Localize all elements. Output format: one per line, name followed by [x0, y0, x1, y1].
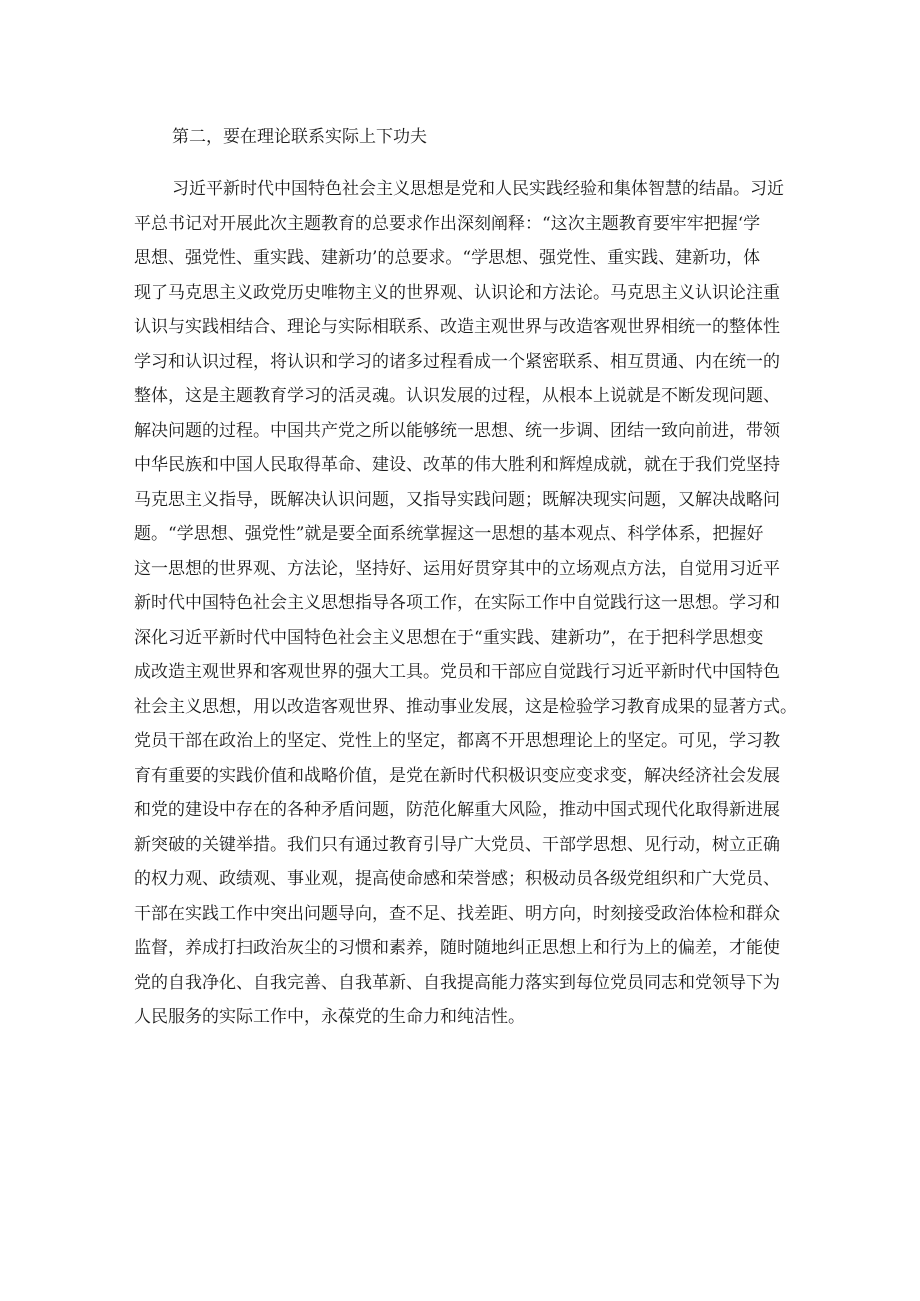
paragraph-line: 现了马克思主义政党历史唯物主义的世界观、认识论和方法论。马克思主义认识论注重 [134, 282, 780, 303]
paragraph-line: 中华民族和中国人民取得革命、建设、改革的伟大胜利和辉煌成就，就在于我们党坚持 [134, 455, 780, 475]
paragraph-line: 整体，这是主题教育学习的活灵魂。认识发展的过程，从根本上说就是不断发现问题、 [134, 386, 780, 406]
paragraph-line: 解决问题的过程。中国共产党之所以能够统一思想、统一步调、团结一致向前进，带领 [134, 420, 780, 441]
paragraph-line: 社会主义思想，用以改造客观世界、推动事业发展，这是检验学习教育成果的显著方式。 [134, 696, 797, 717]
paragraph-line: 党员干部在政治上的坚定、党性上的坚定，都离不开思想理论上的坚定。可见，学习教 [134, 731, 780, 751]
paragraph-line: 成改造主观世界和客观世界的强大工具。党员和干部应自觉践行习近平新时代中国特色 [134, 662, 780, 682]
paragraph-line: 人民服务的实际工作中，永葆党的生命力和纯洁性。 [134, 1007, 525, 1027]
paragraph-line: 党的自我净化、自我完善、自我革新、自我提高能力落实到每位党员同志和党领导下为 [134, 972, 780, 993]
body-paragraph [134, 172, 797, 1035]
paragraph-line: 监督，养成打扫政治灰尘的习惯和素养，随时随地纠正思想上和行为上的偏差，才能使 [134, 938, 780, 958]
paragraph-line: 思想、强党性、重实践、建新功’的总要求。“学思想、强党性、重实践、建新功，体 [134, 248, 761, 268]
paragraph-line: 马克思主义指导，既解决认识问题，又指导实践问题；既解决现实问题，又解决战略问 [134, 489, 780, 510]
paragraph-line: 和党的建设中存在的各种矛盾问题，防范化解重大风险，推动中国式现代化取得新进展 [134, 800, 780, 820]
paragraph-line: 新时代中国特色社会主义思想指导各项工作，在实际工作中自觉践行这一思想。学习和 [134, 593, 780, 613]
paragraph-line: 干部在实践工作中突出问题导向，查不足、找差距、明方向，时刻接受政治体检和群众 [134, 903, 780, 924]
paragraph-line: 的权力观、政绩观、事业观，提高使命感和荣誉感；积极动员各级党组织和广大党员、 [134, 869, 780, 889]
paragraph-line: 认识与实践相结合、理论与实际相联系、改造主观世界与改造客观世界相统一的整体性 [134, 317, 780, 337]
paragraph-line: 新突破的关键举措。我们只有通过教育引导广大党员、干部学思想、见行动，树立正确 [134, 834, 780, 855]
paragraph-line: 习近平新时代中国特色社会主义思想是党和人民实践经验和集体智慧的结晶。习近 [172, 179, 784, 199]
paragraph-line: 育有重要的实践价值和战略价值，是党在新时代积极识变应变求变，解决经济社会发展 [134, 765, 780, 786]
paragraph-line: 题。“学思想、强党性”就是要全面系统掌握这一思想的基本观点、科学体系，把握好 [134, 524, 764, 544]
section-heading: 第二，要在理论联系实际上下功夫 [172, 127, 427, 147]
paragraph-line: 深化习近平新时代中国特色社会主义思想在于“重实践、建新功”，在于把科学思想变 [134, 627, 764, 648]
paragraph-line: 这一思想的世界观、方法论，坚持好、运用好贯穿其中的立场观点方法，自觉用习近平 [134, 558, 780, 579]
paragraph-line: 平总书记对开展此次主题教育的总要求作出深刻阐释：“这次主题教育要牢牢把握‘学 [134, 213, 761, 234]
paragraph-line: 学习和认识过程，将认识和学习的诸多过程看成一个紧密联系、相互贯通、内在统一的 [134, 351, 780, 372]
